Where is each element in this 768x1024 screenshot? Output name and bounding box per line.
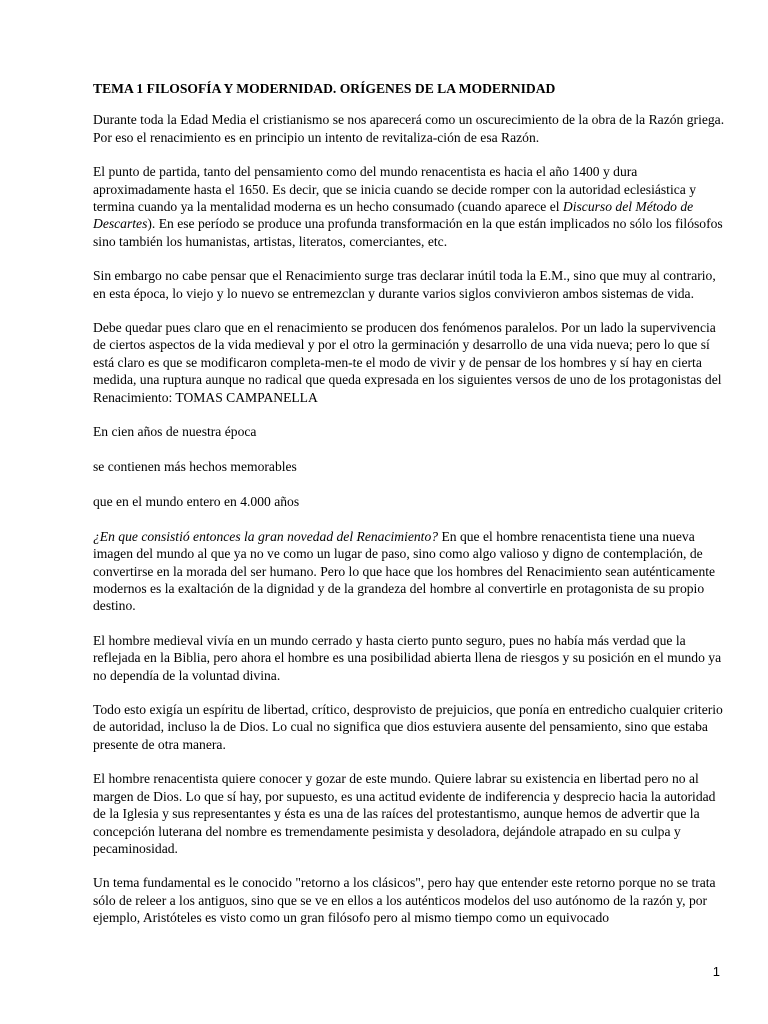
- paragraph-3: Sin embargo no cabe pensar que el Renacimiento surge tras declarar inútil toda la E.M., sino que muy al contrario, en esta época, lo viejo y lo nuevo se entremezclan y durante varios siglos convivieron ambos sistemas de vida.: [93, 268, 716, 301]
- paragraph-1: Durante toda la Edad Media el cristianismo se nos aparecerá como un oscurecimiento de la obra de la Razón griega. Por eso el renacimiento es en principio un intento de revitaliza-ción de esa Razón.: [93, 112, 725, 145]
- document-page: [93, 80, 725, 944]
- verse-line-2: se contienen más hechos memorables: [93, 459, 297, 474]
- page-number: 1: [712, 964, 720, 979]
- verse-line-1: En cien años de nuestra época: [93, 424, 257, 440]
- paragraph-6: El hombre medieval vivía en un mundo cerrado y hasta cierto punto seguro, pues no había más verdad que la reflejada en la Biblia, pero ahora el hombre es una posibilidad abierta llena de riesgos y su posición en el mundo ya no dependía de la voluntad divina.: [93, 632, 722, 683]
- verse-line-3: que en el mundo entero en 4.000 años: [93, 493, 300, 509]
- paragraph-2-italic: Discurso del Método de Descartes: [93, 199, 694, 232]
- paragraph-5: [93, 528, 725, 615]
- paragraph-4: Debe quedar pues claro que en el renacimiento se producen dos fenómenos paralelos. Por un lado la supervivencia de ciertos aspectos de la vida medieval y por el otro la germinación y desarrollo de una vida nueva; pero lo que sí está claro es que se modificaron completa-men-te el modo de vivir y de pensar de los hombres y sí hay en cierta medida, una ruptura aunque no radical que queda expresada en los siguientes versos de uno de los protagonistas del Renacimiento: TOMAS CAMPANELLA: [93, 320, 722, 405]
- paragraph-5-text: En que el hombre renacentista tiene una nueva imagen del mundo al que ya no ve como un lugar de paso, sino como algo valioso y digno de contemplación, de convertirse en la morada del ser humano. Pero lo que hace que los hombres del Renacimiento sean auténticamente modernos es la exaltación de la dignidad y de la grandeza del hombre al convertirle en protagonista de su propio destino.: [93, 528, 716, 614]
- paragraph-7: Todo esto exigía un espíritu de libertad, crítico, desprovisto de prejuicios, que ponía en entredicho cualquier criterio de autoridad, incluso la de Dios. Lo cual no significa que dios estuviera ausente del pensamiento, sino que estaba presente de otra manera.: [93, 702, 723, 752]
- paragraph-8: El hombre renacentista quiere conocer y gozar de este mundo. Quiere labrar su existencia en libertad pero no al margen de Dios. Lo que sí hay, por supuesto, es una actitud evidente de indiferencia y desprecio hacia la autoridad de la Iglesia y sus representantes y ésta es una de las raíces del protestantismo, aunque hemos de advertir que la concepción luterana del nombre es tremendamente pesimista y desoladora, dejándole atrapado en su culpa y pecaminosidad.: [93, 771, 716, 856]
- paragraph-5-italic: ¿En que consistió entonces la gran novedad del Renacimiento?: [93, 528, 439, 544]
- paragraph-2-text-b: ). En ese período se produce una profunda transformación en la que están implicados no sólo los filósofos sino también los humanistas, artistas, literatos, comerciantes, etc.: [93, 216, 723, 249]
- paragraph-9: Un tema fundamental es le conocido "retorno a los clásicos", pero hay que entender este retorno porque no se trata sólo de releer a los antiguos, sino que se ve en ellos a los auténticos modelos del uso autónomo de la razón y, por ejemplo, Aristóteles es visto como un gran filósofo pero al mismo tiempo como un equivocado: [93, 875, 716, 926]
- document-title: TEMA 1 FILOSOFÍA Y MODERNIDAD. ORÍGENES DE LA MODERNIDAD: [93, 81, 556, 96]
- paragraph-2: [93, 163, 725, 250]
- paragraph-2-text-a: El punto de partida, tanto del pensamiento como del mundo renacentista es hacia el año 1400 y dura aproximadamente hasta el 1650. Es decir, que se inicia cuando se decide romper con la autoridad eclesiástica y termina cuando ya la mentalidad moderna es un hecho consumado (cuando aparece el: [93, 164, 697, 215]
